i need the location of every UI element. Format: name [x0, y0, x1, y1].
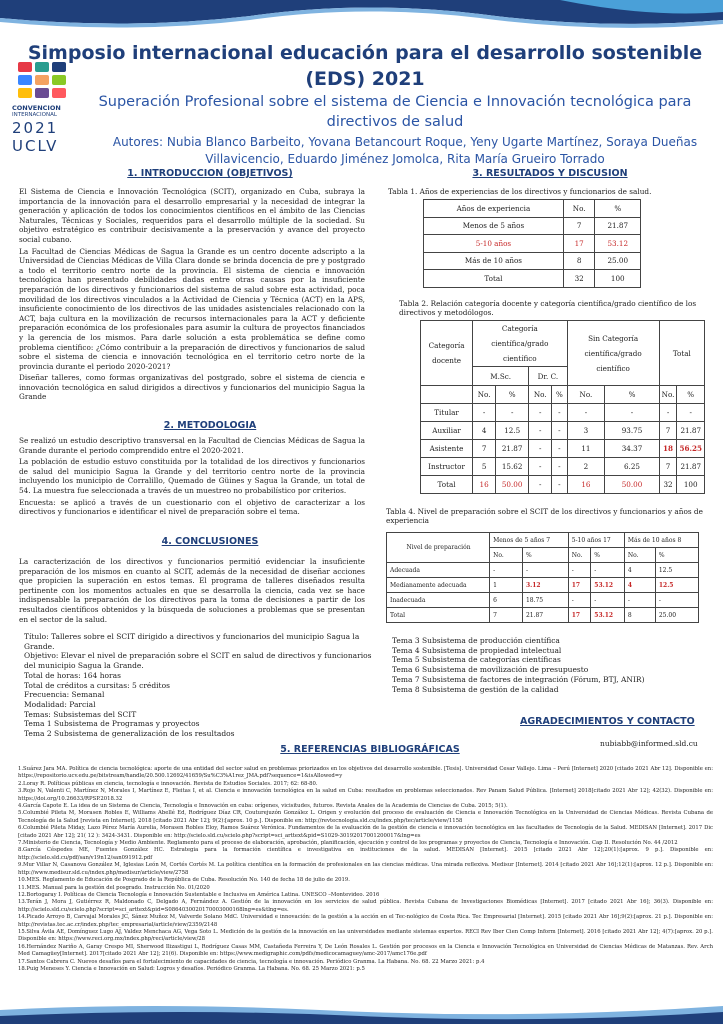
intro-heading: 1. INTRODUCCION (OBJETIVOS) — [127, 168, 293, 179]
table-cell: 16 — [567, 476, 605, 494]
table-cell: - — [605, 404, 659, 422]
workshop-topic-4: Tema 4 Subsistema de propiedad intelectual — [392, 645, 562, 655]
workshop-mode: Modalidad: Parcial — [24, 699, 96, 709]
table-row — [424, 217, 641, 235]
table-cell: 8 — [624, 608, 655, 623]
table-cell: 34.37 — [605, 440, 659, 458]
table-cell: Medianamente adecuada — [387, 578, 490, 593]
workshop-details — [24, 632, 374, 739]
table-row — [424, 252, 641, 270]
logo-year: 2021 — [12, 119, 59, 137]
method-paragraph-1: Se realizó un estudio descriptivo transversal en la Facultad de Ciencias Médicas de Sagua la Grande durante el periodo comprendido entre el 2020-2021. — [19, 436, 365, 455]
method-section — [19, 436, 365, 519]
intro-paragraph-1: El Sistema de Ciencia e Innovación Tecnológica (SCIT), organizado en Cuba, subraya la importancia de la innovación para el desarrollo empresarial y la necesidad de integrar la generación y aplicación de todos los conocimientos científicos en el ámbito de las Ciencias Naturales, Técnicas y Sociales, requeridos para el desarrollo múltiple de la sociedad. Su objetivo estratégico es contribuir decisivamente a la preservación y avance del proyecto social cubano. — [19, 187, 365, 244]
method-paragraph-3: Encuesta: se aplicó a través de un cuestionario con el objetivo de caracterizar a los directivos y funcionarios e identificar el nivel de preparación sobre el tema. — [19, 497, 365, 517]
table-cell: 25.00 — [595, 252, 641, 270]
table-cell: - — [529, 422, 552, 440]
table-cell: 93.75 — [605, 422, 659, 440]
workshop-frequency: Frecuencia: Semanal — [24, 690, 105, 700]
table-cell: 16 — [473, 476, 496, 494]
reference-item: 5.Columbié Pileta M, Morasen Robles E, Williams Abellé Ed, Rodríguez Díaz CR, Couturejuzón González L. Origen y evolución del proceso de evaluación de Ciencia e Innovación Tecnológica en la Universidad de Ciencias Médicas. Revista Cubana de Tecnología de la Salud [revista en Internet]. 2018 [citado 2021 Abr 12]; 9(2):[aprox. 10 p.]. Disponible en: http://revtecnologia.sld.cu/index.php/tec/article/view/1158 — [18, 810, 713, 824]
table2-header: Total — [659, 321, 704, 386]
references-heading: 5. REFERENCIAS BIBLIOGRÁFICAS — [280, 744, 460, 755]
workshop-topics-label: Temas: Subsistemas del SCIT — [24, 709, 137, 719]
table-cell: Adecuada — [387, 563, 490, 578]
table2-header-row — [421, 386, 705, 404]
table-cell: 17 — [568, 608, 591, 623]
workshop-topic-2: Tema 2 Subsistema de generalización de los resultados — [24, 729, 235, 739]
table2-header: % — [677, 386, 705, 404]
reference-item: 4.García Capote E. La idea de un Sistema de Ciencia, Tecnología e Innovación en cuba: orígenes, vicisitudes, futuros. Revista Anales de la Academia de Ciencias de Cuba. 2015; 5(1). — [18, 803, 508, 810]
table-cell: Total — [424, 270, 564, 288]
table-cell: 4 — [624, 563, 655, 578]
table-cell: 12.5 — [655, 563, 698, 578]
table-cell: Total — [387, 608, 490, 623]
table-cell: 15.62 — [496, 458, 529, 476]
intro-paragraph-3: Diseñar talleres, como formas organizativas del postgrado, sobre el sistema de ciencia e innovación tecnológica en salud dirigidos a directivos y funcionarios del municipio Sagua la Grande — [19, 373, 365, 402]
table-cell: - — [529, 404, 552, 422]
header-banner — [0, 0, 723, 36]
poster-subtitle: Superación Profesional sobre el sistema de Ciencia e Innovación tecnológica para directivos de salud — [98, 94, 692, 130]
table-cell: 12.5 — [655, 578, 698, 593]
intro-paragraph-2: La Facultad de Ciencias Médicas de Sagua la Grande es un centro docente adscripto a la Universidad de Ciencias Médicas de Villa Clara donde se brinda docencia de pre y postgrado a todo el territorio centro norte de la provincia. El sistema de ciencia e innovación tecnológica han presentado debilidades dadas entre otras causas por la insuficiente preparación de los directivos y funcionarios del sistema de salud sobre esta actividad, poca movilidad de los directivos vinculados a la Actividad de Ciencia y Técnica (ACT) en la APS, insuficiente conocimiento de los directivos de las unidades asistenciales relacionado con la ACT, baja cultura en la movilización de recursos internacionales para la ACT y deficiente preparación económica de los profesionales para asumir la cultura de proyectos financiados y la gerencia de los mismos. Para darle solución a esta problemática se define como problema científico: ¿Cómo contribuir a la preparación de directivos y funcionarios de salud sobre el sistema de ciencia e innovación tecnológica en el territorio cetro norte de la provincia durante el periodo 2020-2021? — [19, 246, 365, 371]
table3-header: % — [522, 548, 568, 563]
table-cell: 21.87 — [522, 608, 568, 623]
reference-item: 3.Rojo N, Valenti C, Martínez N, Morales I, Martínez E, Fleitas I, et al. Ciencia e innovación tecnológica en la salud en Cuba: resultados en problemas seleccionados. Rev Panam Salud Pública. [Internet] 2018[citado 2021 Abr 12]; 42(32). Disponible en: https://doi.org/10.26633/RPSP.2018.32 — [18, 788, 713, 802]
method-heading: 2. METODOLOGIA — [163, 420, 257, 431]
table-row — [424, 270, 641, 288]
references-list — [18, 766, 713, 973]
table-cell: 6.25 — [605, 458, 659, 476]
table1-header: % — [595, 200, 641, 218]
table-cell: 3.12 — [522, 578, 568, 593]
table-cell: - — [677, 404, 705, 422]
table-row — [421, 476, 705, 494]
method-paragraph-2: La población de estudio estuvo constituida por la totalidad de los directivos y funcionarios de salud del municipio Sagua la Grande y del territorio centro norte de la provincia incluyendo los municipio de Corralillo, Quemado de Güines y Sagua la Grande, un total de 54. La muestra fue seleccionada a través de un muestreo no probabilístico por criterios. — [19, 457, 365, 495]
table1-caption: Tabla 1. Años de experiencias de los directivos y funcionarios de salud. — [388, 187, 652, 196]
table-row — [421, 440, 705, 458]
table-cell: 7 — [659, 458, 677, 476]
table2-header: No. — [567, 386, 605, 404]
table-cell: 3 — [567, 422, 605, 440]
conclusions-heading: 4. CONCLUSIONES — [161, 536, 259, 547]
table-cell: - — [624, 593, 655, 608]
table-cell: - — [552, 422, 567, 440]
table-cell: 100 — [677, 476, 705, 494]
table2-header: Sin Categoría científica/grado científico — [567, 321, 659, 386]
reference-item: 15.Silva Ávila AE, Domínguez Lugo AJ, Valdez Menchaca AG, Vega Soto L. Medición de la gestión de la innovación en las universidades mediante sistemas expertos. RECI Rev Iber Cien Comp Inform [Internet]. 2016 [citado 2021 Abr 12]; 4(7):[aprox. 20 p.]. Disponible en: https://www.reci.org.mx/index.php/reci/article/view/28 — [18, 928, 713, 943]
table-cell: 1 — [490, 578, 523, 593]
logo-line1: CONVENCION — [12, 104, 61, 112]
table-cell: 50.00 — [496, 476, 529, 494]
workshop-credits: Total de créditos a cursitas: 5 créditos — [24, 680, 170, 690]
table-cell: 21.87 — [677, 422, 705, 440]
table-cell: 11 — [567, 440, 605, 458]
table1-header: No. — [563, 200, 595, 218]
table-row — [421, 458, 705, 476]
table-cell: - — [522, 563, 568, 578]
table-cell: 32 — [659, 476, 677, 494]
table1-experience — [423, 199, 641, 288]
table-cell: - — [529, 440, 552, 458]
table-cell: 18 — [659, 440, 677, 458]
workshop-topic-3: Tema 3 Subsistema de producción científica — [392, 636, 560, 645]
table3-caption: Tabla 4. Nivel de preparación sobre el SCIT de los directivos y funcionarios y años de experiencia — [386, 507, 703, 525]
table-cell: 50.00 — [605, 476, 659, 494]
table-cell: - — [552, 458, 567, 476]
table2-categories — [420, 320, 705, 494]
table2-header: No. — [473, 386, 496, 404]
table-cell: - — [552, 404, 567, 422]
table-cell: 53.12 — [591, 608, 625, 623]
reference-item: 13.Terán J, Mora J, Gutiérrez R, Maldonado C, Delgado A, Fernández A. Gestión de la innovación en los servicios de salud pública. Revista Cubana de Investigaciones Biomédicas [Internet]. 2017 [citado 2021 Abr 16]; 36(3). Disponible en: http://scielo.sld.cu/scielo.php?script=sci_arttext&pid=S0864030020170003000168lng=es&tlng=es. — [18, 899, 713, 913]
table3-header: Nivel de preparación — [387, 533, 490, 563]
table1-header-row — [424, 200, 641, 218]
table-cell: 2 — [567, 458, 605, 476]
table-cell: - — [529, 476, 552, 494]
table-cell: 7 — [563, 217, 595, 235]
table2-header: No. — [529, 386, 552, 404]
table2-header: No. — [659, 386, 677, 404]
reference-item: 14.Picado Arroyo B, Carvajal Morales JC, Sánez Muñoz M, Valverde Solano MdC. Universidad e innovación: de la gestión a la acción en el Tec-nológico de Costa Rica. Tec Empresarial [Internet]. 2015 [citado 2021 Abr 16];9(2):[aprox. 21 p.]. Disponible en: http://revistas.tec.ac.cr/index.php/tec_empresarial/article/view/2359/2148 — [18, 914, 713, 928]
table-cell: 5-10 años — [424, 235, 564, 253]
table-cell: - — [496, 404, 529, 422]
table2-header: Dr. C. — [529, 367, 567, 386]
workshop-topic-7: Tema 7 Subsistema de factores de integración (Fórum, BTJ, ANIR) — [392, 674, 645, 684]
table3-header: % — [591, 548, 625, 563]
reference-item: 16.Hernández Nariño A, Garay Crespo MI, Sherwood Ilizastigui L, Rodríguez Casas MM, Castañeda Ferreira Y, De León Rosales L. Gestión por procesos en la Ciencia e Innovación Tecnológica en Universidad de Ciencias Médicas de Matanzas. Rev. Arch Med Camagüey[Internet]. 2017[citado 2021 Abr 12]; 21(6). Disponible en: https://www.medigraphic.com/pdfs/medicocamaguey/amc-2017/amc176e.pdf — [18, 943, 713, 958]
table-cell: 7 — [659, 422, 677, 440]
table-row — [421, 422, 705, 440]
table-cell: Asistente — [421, 440, 473, 458]
results-heading: 3. RESULTADOS Y DISCUSION — [472, 168, 628, 179]
workshop-title: Título: Talleres sobre el SCIT dirigido a directivos y funcionarios del municipio Sagua la Grande. — [24, 632, 360, 651]
table3-preparation — [386, 532, 699, 623]
workshop-topics-continued — [392, 636, 712, 694]
table-row — [387, 578, 699, 593]
table2-header: Categoría científica/grado científico — [473, 321, 567, 367]
reference-item: 17.Santos Cabrera C. Nuevos desafíos para el fortalecimiento de capacidades de ciencia, tecnología e innovación. Periódico Granma. La Habana. No. 68. 22 Marzo 2021: p.4 — [18, 958, 485, 965]
workshop-topic-8: Tema 8 Subsistema de gestión de la calidad — [392, 684, 559, 694]
table-cell: 32 — [563, 270, 595, 288]
table-cell: 100 — [595, 270, 641, 288]
table-row — [421, 404, 705, 422]
table-row — [387, 593, 699, 608]
table-cell: 7 — [490, 608, 523, 623]
workshop-topic-6: Tema 6 Subsistema de movilización de presupuesto — [392, 665, 589, 675]
table3-header: Menos de 5 años 7 — [490, 533, 569, 548]
reference-item: 10.MES. Reglamento de Educación de Posgrado de la República de Cuba. Resolución No. 140 de fecha 18 de julio de 2019. — [18, 877, 350, 884]
table-row — [387, 563, 699, 578]
table-cell: - — [552, 476, 567, 494]
table-cell: Total — [421, 476, 473, 494]
table-cell: 12.5 — [496, 422, 529, 440]
table2-header: % — [552, 386, 567, 404]
table1-header: Años de experiencia — [424, 200, 564, 218]
table-cell: 6 — [490, 593, 523, 608]
reference-item: 8.García Céspedes ME, Fuentes González HC. Estrategia para la formación científica e investigativa en instituciones de la salud. MEDISAN [Internet]. 2015 [citado 2021 Abr 12];20(1):[aprox. 9 p.]. Disponible en: http://scielo.sld.cu/pdf/san/v19n12/san091912.pdf — [18, 847, 713, 861]
workshop-topic-5: Tema 5 Subsistema de categorías científicas — [392, 655, 561, 665]
table-cell: 5 — [473, 458, 496, 476]
table3-header-row — [387, 533, 699, 548]
table-row — [387, 608, 699, 623]
table-cell: 53.12 — [595, 235, 641, 253]
table3-header: 5-10 años 17 — [568, 533, 624, 548]
table2-header-row — [421, 321, 705, 367]
table-cell: Menos de 5 años — [424, 217, 564, 235]
table-cell: 4 — [624, 578, 655, 593]
table2-header: % — [496, 386, 529, 404]
table-cell: 4 — [473, 422, 496, 440]
table-cell: - — [655, 593, 698, 608]
table-cell: 17 — [568, 578, 591, 593]
table-cell: Inadecuada — [387, 593, 490, 608]
table3-header: % — [655, 548, 698, 563]
table-cell: - — [591, 593, 625, 608]
table-cell: - — [659, 404, 677, 422]
table-row — [424, 235, 641, 253]
workshop-hours: Total de horas: 164 horas — [24, 670, 121, 680]
table2-header: Categoría docente — [421, 321, 473, 386]
table3-header: Más de 10 años 8 — [624, 533, 698, 548]
reference-item: 11.MES. Manual para la gestión del posgrado. Instrucción No. 01/2020 — [18, 884, 210, 891]
table-cell: - — [490, 563, 523, 578]
reference-item: 9.Mur Villar N, Casanova González M, Iglesias León M, Cortés Cortés M. La política científica en la formación de profesionales en las ciencias médicas. Una mirada reflexiva. Medisur [Internet]. 2014 [citado 2021 Abr 16];12(1):[aprox. 12 p.]. Disponible en: http://www.medisur.sld.cu/index.php/medisur/article/view/2758 — [18, 862, 713, 876]
workshop-topic-1: Tema 1 Subsistema de Programas y proyectos — [24, 719, 200, 729]
table-cell: Titular — [421, 404, 473, 422]
table-cell: 8 — [563, 252, 595, 270]
table-cell: 21.87 — [677, 458, 705, 476]
table-cell: Instructor — [421, 458, 473, 476]
reference-item: 1.Suárez Jara MA. Política de ciencia tecnológica: aporte de una entidad del sector salud en problemas priorizados en los objetivos del desarrollo sostenible. [Tesis]. Universidad Cesar Vallejo. Lima – Perú [Internet] 2020 [citado 2021 Abr 12]. Disponible en: https://repositorio.ucv.edu.pe/bitstream/handle/20.500.12692/41659/Su%C3%A1rez_JMA.pdf?sequence=1&isAllowed=y — [18, 766, 713, 780]
table2-caption: Tabla 2. Relación categoría docente y categoría científica/grado científico de los directivos y metodólogos. — [399, 299, 697, 317]
table2-header: M.Sc. — [473, 367, 529, 386]
table-cell: 17 — [563, 235, 595, 253]
table-cell: - — [529, 458, 552, 476]
reference-item: 2.Loray R. Políticas públicas en ciencia, tecnología e innovación. Revista de Estudios Sociales. 2017; 62: 68-80. — [18, 780, 318, 787]
footer-banner — [0, 1002, 723, 1024]
table-cell: 18.75 — [522, 593, 568, 608]
table-cell: 56.25 — [677, 440, 705, 458]
table-cell: - — [568, 563, 591, 578]
table-cell: 21.87 — [496, 440, 529, 458]
table3-header: No. — [624, 548, 655, 563]
intro-section — [19, 187, 365, 404]
table3-header: No. — [568, 548, 591, 563]
conclusions-paragraph: La caracterización de los directivos y funcionarios permitió evidenciar la insuficiente preparación de los mismos en cuanto al SCIT, además de la necesidad de diseñar acciones que propicien la superación en estos temas. El programa de talleres diseñados resulta pertinente con los momentos actuales en que se desarrolla la ciencia, cada vez se hace indispensable la preparación de los directivos para la toma de decisiones a partir de los resultados científicos obtenidos y la búsqueda de soluciones a problemas que se presentan en el sector de la salud. — [19, 557, 365, 624]
table-cell: - — [567, 404, 605, 422]
poster-title: Simposio internacional educación para el desarrollo sostenible (EDS) 2021 — [27, 42, 703, 90]
poster-authors: Autores: Nubia Blanco Barbeito, Yovana Betancourt Roque, Yeny Ugarte Martínez, Soraya Dueñas Villavicencio, Eduardo Jiménez Jomolca, Rita María Grueiro Torrado — [112, 135, 698, 166]
table-cell: 21.87 — [595, 217, 641, 235]
table-cell: Auxiliar — [421, 422, 473, 440]
reference-item: 12.Bortogaray I. Políticas de Ciencia Tecnología e Innovación Sustentable e Inclusiva en América Latina. UNESCO –Montevideo. 2016 — [18, 891, 380, 898]
table-cell: - — [568, 593, 591, 608]
table-cell: - — [552, 440, 567, 458]
table-cell: Más de 10 años — [424, 252, 564, 270]
acknowledgements-heading: AGRADECIMIENTOS Y CONTACTO — [520, 716, 695, 727]
table-cell: - — [591, 563, 625, 578]
logo-line2: INTERNACIONAL — [12, 112, 57, 118]
table-cell: - — [473, 404, 496, 422]
table2-header: % — [605, 386, 659, 404]
table3-header: No. — [490, 548, 523, 563]
workshop-objective: Objetivo: Elevar el nivel de preparación sobre el SCIT en salud de directivos y funcionarios del municipio Sagua la Grande. — [24, 651, 372, 671]
reference-item: 6.Columbié Pileta Miday, Lazo Pérez María Aurelia, Morasen Robles Eloy, Ramos Suárez Verónica. Fundamentos de la evaluación de la gestión de ciencia e innovación tecnológica en las facultades de Tecnología de la Salud. MEDISAN [Internet]. 2017 Dic [citado 2021 Abr 12]; 21( 12 ): 3424-3431. Disponible en: http://scielo.sld.cu/scielo.php?script=sci_arttext&pid=S1029-30192017001200017&lng=es — [18, 825, 713, 839]
logo-org: UCLV — [12, 137, 59, 155]
reference-item: 7.Ministerio de Ciencia, Tecnología y Medio Ambiente. Reglamento para el proceso de elaboración, aprobación, planificación, ejecución y control de los programas y proyectos de Ciencia, Tecnología e Innovación. Cap II. Resolución No. 44 /2012 — [18, 840, 678, 847]
contact-email[interactable]: nubiabb@informed.sld.cu — [600, 739, 698, 748]
reference-item: 18.Puig Meneses Y. Ciencia e Innovación en Salud: Logros y desafíos. Periódico Granma. La Habana. No. 68. 25 Marzo 2021: p.5 — [18, 965, 365, 972]
table-cell: 7 — [473, 440, 496, 458]
table-cell: 25.00 — [655, 608, 698, 623]
table-cell: 53.12 — [591, 578, 625, 593]
